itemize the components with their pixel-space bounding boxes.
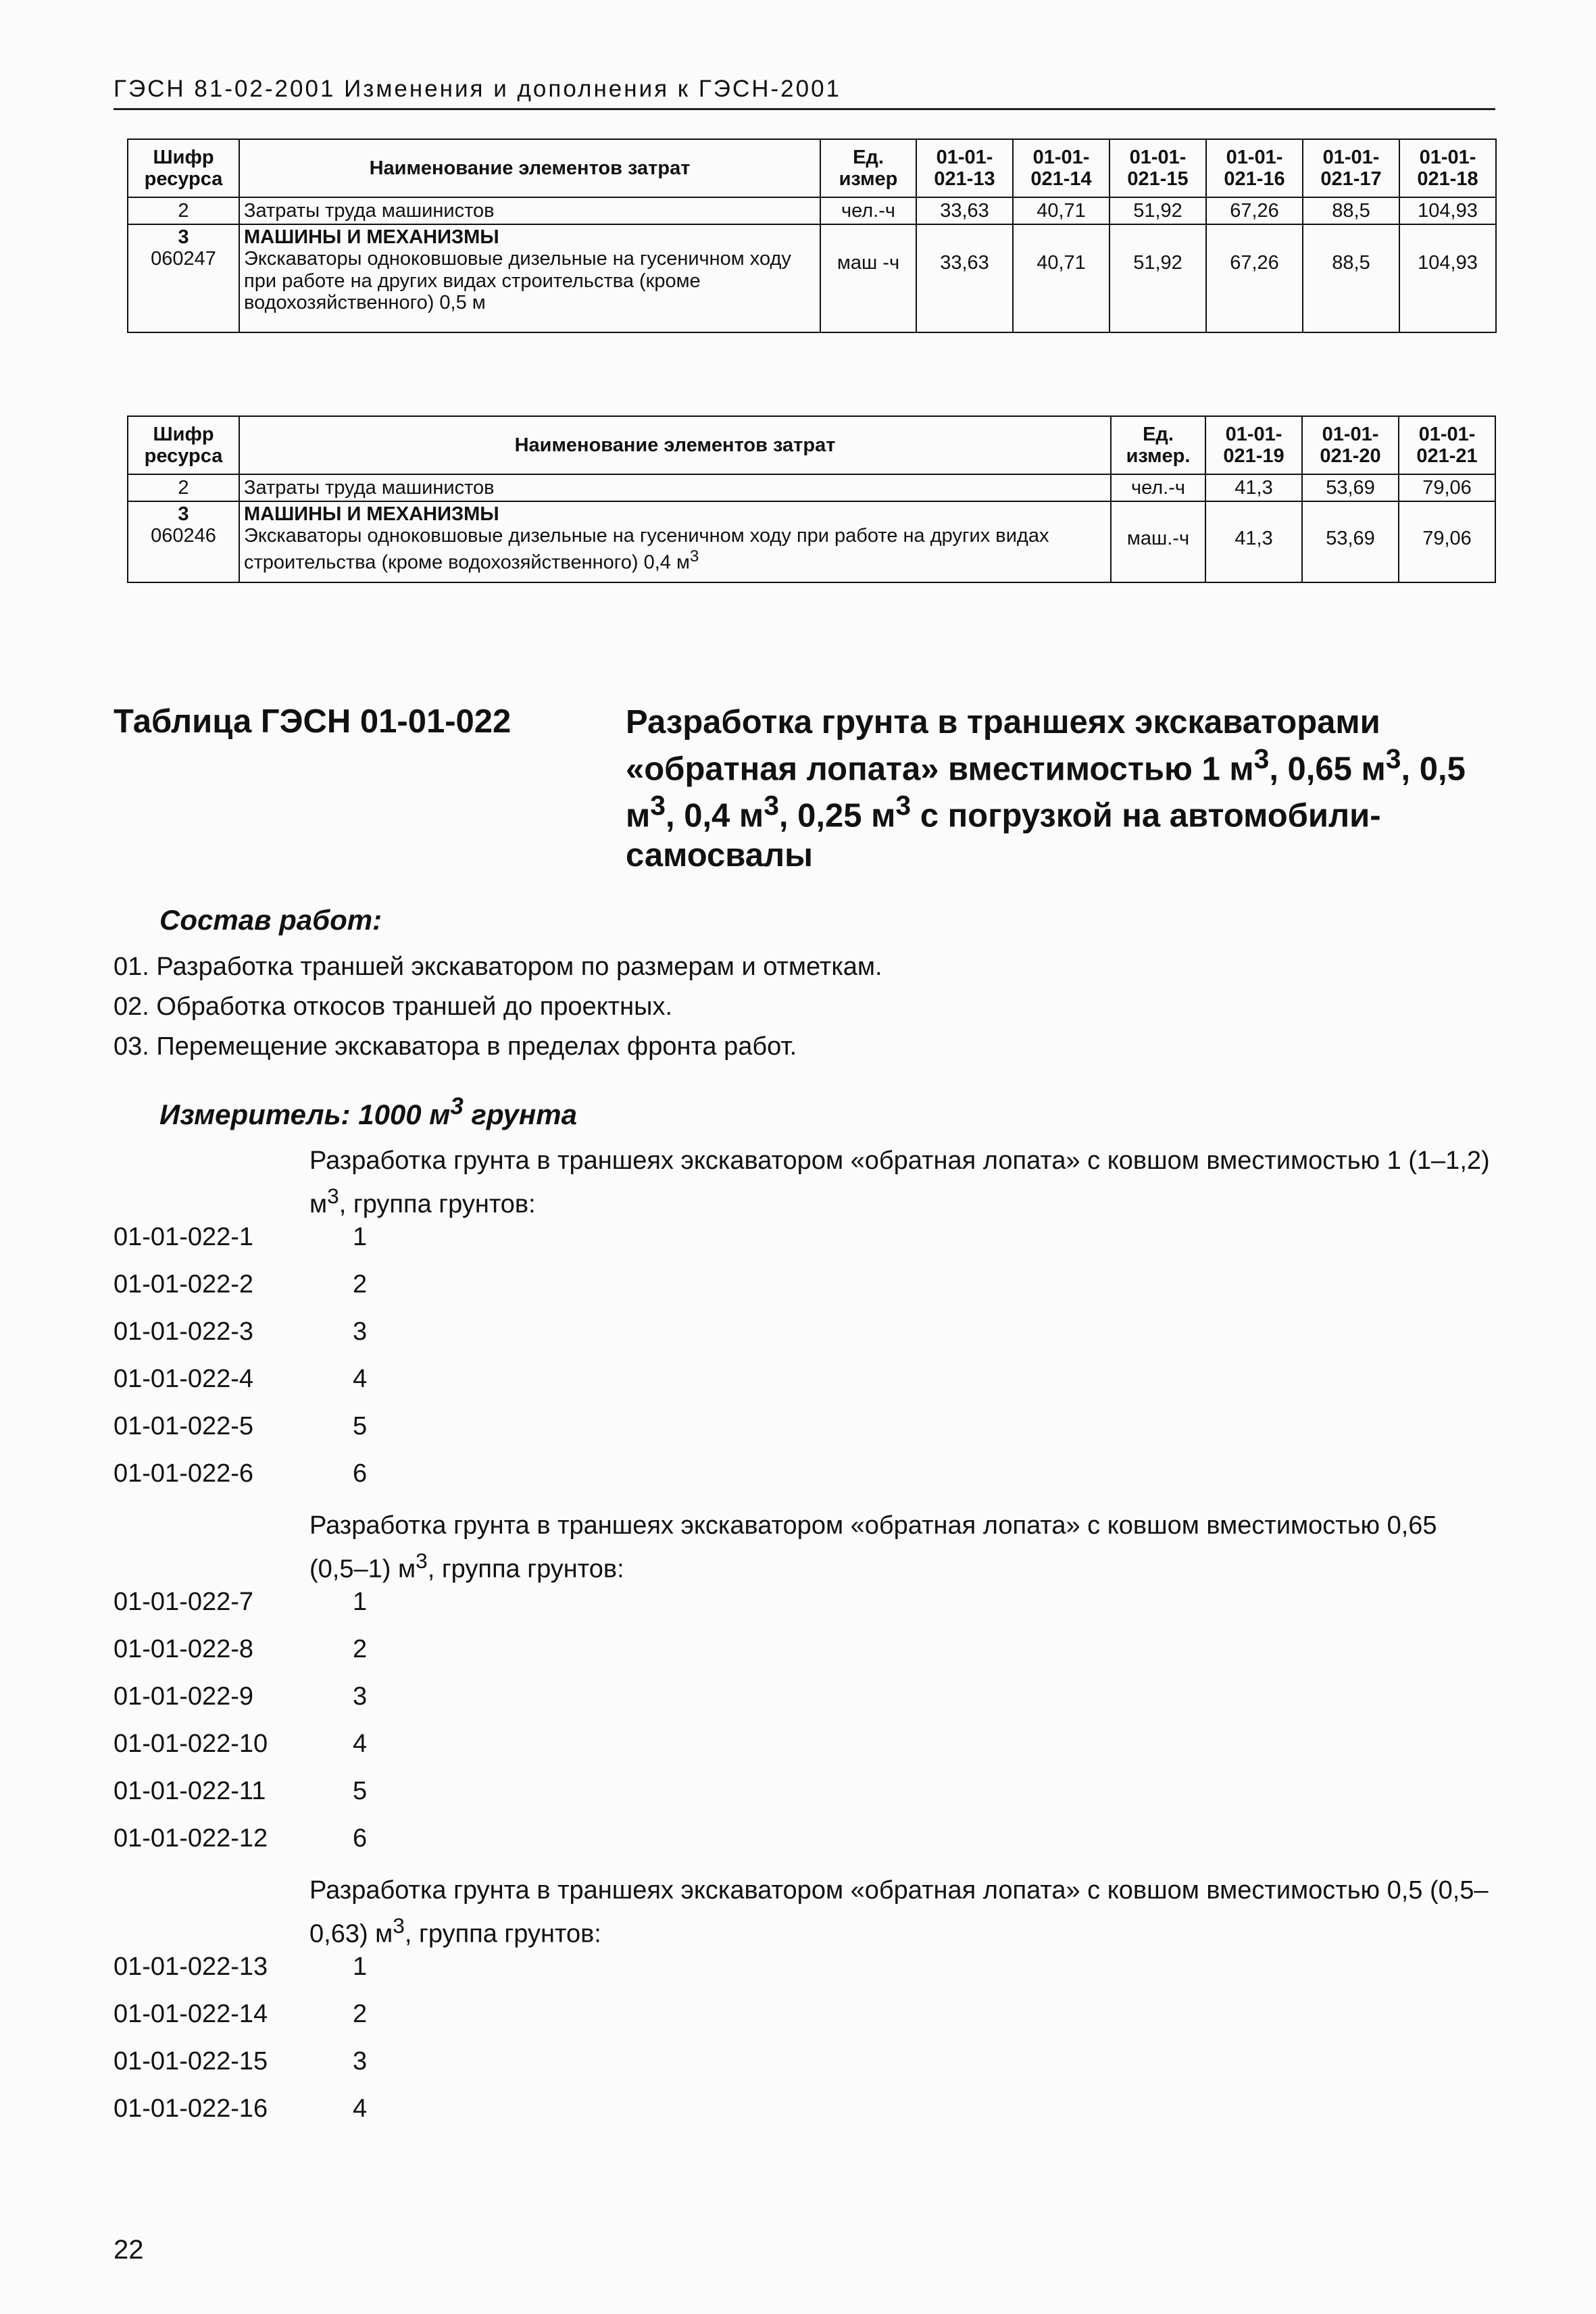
header-col: 01-01-021-19 xyxy=(1205,416,1302,474)
resource-value: 88,5 xyxy=(1303,224,1399,332)
header-col: 01-01-021-15 xyxy=(1109,139,1206,197)
page-number: 22 xyxy=(114,2235,144,2265)
norm-code: 01-01-022-3 xyxy=(114,1317,254,1346)
group-text: , группа грунтов: xyxy=(339,1190,536,1219)
row-value: 40,71 xyxy=(1013,197,1109,224)
soil-group: 3 xyxy=(353,1317,368,1346)
soil-group: 4 xyxy=(353,2094,368,2123)
superscript: 3 xyxy=(393,1913,405,1938)
superscript: 3 xyxy=(1253,743,1270,774)
resource-code: 060247 xyxy=(151,248,216,270)
measure-label: грунта xyxy=(463,1099,577,1130)
soil-group: 5 xyxy=(353,1412,368,1440)
work-item: 03. Перемещение экскаватора в пределах фронта работ. xyxy=(114,1032,797,1061)
resource-name: Экскаваторы одноковшовые дизельные на гусеничном ходу при работе на других видах строительства (кроме водохозяйственного) 0,4 м xyxy=(244,525,1049,574)
soil-group: 4 xyxy=(353,1730,368,1758)
row-code: 2 xyxy=(128,474,239,501)
superscript: 3 xyxy=(327,1184,339,1208)
section-heading: МАШИНЫ И МЕХАНИЗМЫ xyxy=(244,226,499,248)
header-name: Наименование элементов затрат xyxy=(239,416,1111,474)
header-name: Наименование элементов затрат xyxy=(239,139,820,197)
header-col: 01-01-021-18 xyxy=(1399,139,1496,197)
row-value: 88,5 xyxy=(1303,197,1399,224)
soil-group: 1 xyxy=(353,1588,368,1616)
running-header: ГЭСН 81-02-2001 Изменения и дополнения к ГЭСН-2001 xyxy=(114,76,1495,110)
subject-text: Разработка грунта в траншеях экскаваторами «обратная лопата» вместимостью 1 м xyxy=(626,704,1380,788)
row-value: 41,3 xyxy=(1205,474,1302,501)
resource-value: 79,06 xyxy=(1399,501,1495,582)
soil-group: 5 xyxy=(353,1777,368,1805)
norm-code: 01-01-022-10 xyxy=(114,1730,268,1758)
resource-value: 33,63 xyxy=(916,224,1013,332)
measure-label: Измеритель: 1000 м xyxy=(159,1099,451,1130)
soil-group: 4 xyxy=(353,1365,368,1393)
norm-code: 01-01-022-5 xyxy=(114,1412,254,1440)
row-value: 53,69 xyxy=(1302,474,1399,501)
subject-text: с погрузкой на автомобили-самосвалы xyxy=(626,797,1381,874)
norm-code: 01-01-022-14 xyxy=(114,2000,268,2028)
group-text: Разработка грунта в траншеях экскаватором «обратная лопата» с ковшом вместимостью 0,65 (0,5–1) м xyxy=(309,1511,1437,1584)
superscript: 3 xyxy=(895,789,912,821)
resource-value: 51,92 xyxy=(1109,224,1206,332)
header-col: 01-01-021-16 xyxy=(1206,139,1303,197)
row-value: 51,92 xyxy=(1109,197,1206,224)
header-col: 01-01-021-21 xyxy=(1399,416,1495,474)
norm-code: 01-01-022-4 xyxy=(114,1365,254,1393)
row-value: 79,06 xyxy=(1399,474,1495,501)
resource-value: 53,69 xyxy=(1302,501,1399,582)
row-code: 2 xyxy=(128,197,239,224)
soil-group: 3 xyxy=(353,2047,368,2076)
norm-code: 01-01-022-7 xyxy=(114,1588,254,1616)
resource-unit: маш.-ч xyxy=(1111,501,1205,582)
norm-code: 01-01-022-2 xyxy=(114,1270,254,1299)
superscript: 3 xyxy=(689,547,699,565)
work-item: 01. Разработка траншей экскаватором по размерам и отметкам. xyxy=(114,953,882,981)
measure-heading xyxy=(159,1093,577,1131)
row-value: 33,63 xyxy=(916,197,1013,224)
resource-table-1 xyxy=(127,139,1497,333)
resource-name: Экскаваторы одноковшовые дизельные на гусеничном ходу при работе на других видах строительства (кроме водохозяйственного) 0,5 м xyxy=(244,248,791,314)
section-code-cell xyxy=(128,224,239,332)
group-text: , группа грунтов: xyxy=(404,1919,601,1948)
subject-text: , 0,4 м xyxy=(665,797,764,834)
soil-group: 2 xyxy=(353,1270,368,1299)
table-title: Таблица ГЭСН 01-01-022 xyxy=(114,703,512,740)
resource-value: 40,71 xyxy=(1013,224,1109,332)
work-item: 02. Обработка откосов траншей до проектных. xyxy=(114,992,673,1021)
header-unit: Ед. измер. xyxy=(1111,416,1205,474)
group-text: Разработка грунта в траншеях экскаватором «обратная лопата» с ковшом вместимостью 1 (1–1,2) м xyxy=(309,1147,1490,1219)
row-value: 104,93 xyxy=(1399,197,1496,224)
row-value: 67,26 xyxy=(1206,197,1303,224)
norm-code: 01-01-022-12 xyxy=(114,1824,268,1853)
table-subject xyxy=(626,703,1504,876)
soil-group: 2 xyxy=(353,2000,368,2028)
soil-group: 1 xyxy=(353,1223,368,1251)
header-col: 01-01-021-20 xyxy=(1302,416,1399,474)
header-col: 01-01-021-17 xyxy=(1303,139,1399,197)
superscript: 3 xyxy=(416,1549,428,1573)
resource-value: 41,3 xyxy=(1205,501,1302,582)
resource-value: 104,93 xyxy=(1399,224,1496,332)
norm-code: 01-01-022-6 xyxy=(114,1459,254,1488)
norm-code: 01-01-022-1 xyxy=(114,1223,254,1251)
resource-unit: маш -ч xyxy=(820,224,916,332)
soil-group: 2 xyxy=(353,1635,368,1663)
group-text: , группа грунтов: xyxy=(427,1555,624,1584)
superscript: 3 xyxy=(1385,743,1401,774)
group-description xyxy=(309,1507,1499,1589)
superscript: 3 xyxy=(450,1093,464,1120)
resource-value: 67,26 xyxy=(1206,224,1303,332)
work-composition-heading: Состав работ: xyxy=(159,904,382,936)
section-number: 3 xyxy=(178,503,189,525)
section-number: 3 xyxy=(178,226,189,248)
table-row xyxy=(128,474,1495,501)
norm-code: 01-01-022-8 xyxy=(114,1635,254,1663)
row-unit: чел.-ч xyxy=(1111,474,1205,501)
table-row xyxy=(128,197,1496,224)
norm-code: 01-01-022-15 xyxy=(114,2047,268,2076)
section-name-cell xyxy=(239,224,820,332)
subject-text: , 0,25 м xyxy=(778,797,896,834)
subject-text: , 0,5 м xyxy=(626,751,1466,834)
resource-name-line xyxy=(244,525,1106,574)
row-name: Затраты труда машинистов xyxy=(239,474,1111,501)
table-row xyxy=(128,501,1495,582)
resource-table-2 xyxy=(127,416,1496,583)
norm-code: 01-01-022-9 xyxy=(114,1682,254,1711)
section-code-cell xyxy=(128,501,239,582)
norm-code: 01-01-022-16 xyxy=(114,2094,268,2123)
superscript: 3 xyxy=(650,789,666,821)
section-name-cell xyxy=(239,501,1111,582)
header-col: 01-01-021-13 xyxy=(916,139,1013,197)
section-heading: МАШИНЫ И МЕХАНИЗМЫ xyxy=(244,503,499,525)
soil-group: 6 xyxy=(353,1824,368,1853)
header-unit: Ед. измер xyxy=(820,139,916,197)
header-code: Шифр ресурса xyxy=(128,416,239,474)
header-col: 01-01-021-14 xyxy=(1013,139,1109,197)
subject-text: , 0,65 м xyxy=(1269,751,1386,788)
soil-group: 6 xyxy=(353,1459,368,1488)
row-unit: чел.-ч xyxy=(820,197,916,224)
table-row xyxy=(128,224,1496,332)
group-text: Разработка грунта в траншеях экскаватором «обратная лопата» с ковшом вместимостью 0,5 (0,5–0,63) м xyxy=(309,1876,1489,1948)
row-name: Затраты труда машинистов xyxy=(239,197,820,224)
resource-code: 060246 xyxy=(151,525,216,547)
soil-group: 1 xyxy=(353,1953,368,1981)
soil-group: 3 xyxy=(353,1682,368,1711)
norm-code: 01-01-022-11 xyxy=(114,1777,266,1805)
norm-code: 01-01-022-13 xyxy=(114,1953,268,1981)
group-description xyxy=(309,1142,1499,1224)
group-description xyxy=(309,1871,1499,1954)
header-code: Шифр ресурса xyxy=(128,139,239,197)
superscript: 3 xyxy=(764,789,779,821)
